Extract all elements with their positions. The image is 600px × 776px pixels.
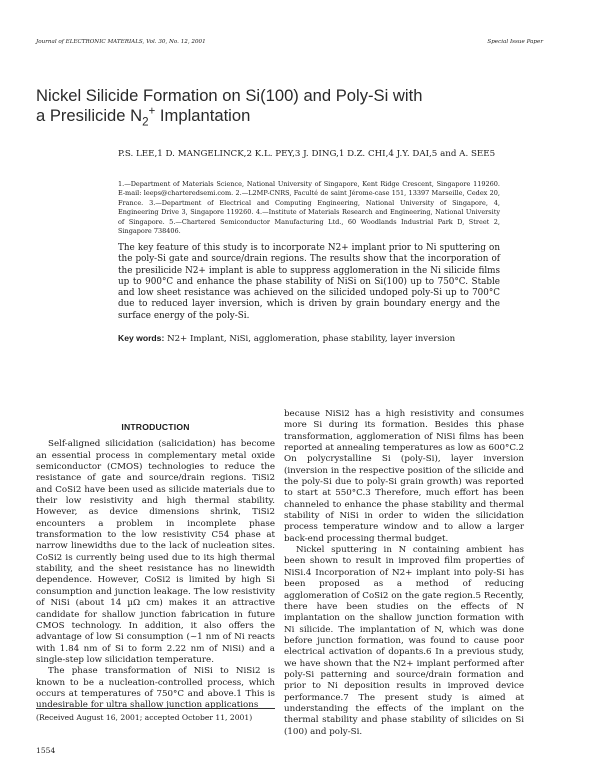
paragraph: because NiSi2 has a high resistivity and consumes more Si during its formation. Besides this phase transformation, agglomeration of NiSi films has been reported at annealing temperatures as low as 600°C.2 On polycrystalline Si (poly-Si), layer inversion (inversion in the respective position of the silicide and the poly-Si due to poly-Si grain growth) was reported to start at 550°C.3 Therefore, much effort has been channeled to enhance the phase stability and thermal stability of NiSi in order to widen the silicidation process temperature window and to allow a larger back-end processing thermal budget. bbox=[284, 409, 524, 544]
section-heading: INTRODUCTION bbox=[121, 422, 190, 432]
paper-title bbox=[36, 86, 556, 129]
page-number: 1554 bbox=[36, 746, 56, 755]
paragraph: Self-aligned silicidation (salicidation) has become an essential process in complementary metal oxide semiconductor (CMOS) technologies to reduce the resistance of gate and source/drain regions. TiSi2 and CoSi2 have been used as silicide materials due to their low resistivity and high thermal stability. However, as device dimensions shrink, TiSi2 encounters a problem in incomplete phase transformation to the low resistivity C54 phase at narrow linewidths due to the lack of nucleation sites. CoSi2 is currently being used due to its high thermal stability, and the sheet resistance has no linewidth dependence. However, CoSi2 is limited by high Si consumption and junction leakage. The low resistivity of NiSi (about 14 µΩ cm) makes it an attractive candidate for shallow junction fabrication in future CMOS technology. In addition, it also offers the advantage of low Si consumption (~1 nm of Ni reacts with 1.84 nm of Si to form 2.22 nm of NiSi) and a single-step low silicidation temperature. bbox=[36, 439, 275, 665]
keywords-text: N2+ Implant, NiSi, agglomeration, phase stability, layer inversion bbox=[167, 334, 456, 344]
paragraph: Nickel sputtering in N containing ambient has been shown to result in improved film properties of NiSi.4 Incorporation of N2+ implant into poly-Si has been proposed as a method of reducing agglomeration of CoSi2 on the gate region.5 Recently, there have been studies on the effects of N implantation on the shallow junction formation with Ni silicide. The implantation of N, which was done before junction formation, was found to cause poor electrical activation of dopants.6 In a previous study, we have shown that the N2+ implant performed after poly-Si patterning and source/drain formation and prior to Ni deposition results in improved device performance.7 The present study is aimed at understanding the effects of the implant on the thermal stability and phase stability of silicides on Si (100) and poly-Si. bbox=[284, 545, 524, 737]
journal-header: Journal of ELECTRONIC MATERIALS, Vol. 30, No. 12, 2001 bbox=[36, 39, 206, 45]
title-subscript: 2 bbox=[142, 115, 149, 129]
column-left bbox=[36, 422, 275, 712]
keywords bbox=[118, 333, 500, 344]
title-line-2-end: Implantation bbox=[155, 106, 251, 125]
title-superscript: + bbox=[148, 104, 156, 118]
footnote-divider bbox=[36, 708, 275, 709]
section-label: Special Issue Paper bbox=[487, 39, 543, 45]
column-right bbox=[284, 409, 524, 738]
title-line-2: a Presilicide N bbox=[36, 106, 143, 125]
title-line-1: Nickel Silicide Formation on Si(100) and Poly-Si with bbox=[36, 86, 423, 105]
author-list: P.S. LEE,1 D. MANGELINCK,2 K.L. PEY,3 J. DING,1 D.Z. CHI,4 J.Y. DAI,5 and A. SEE5 bbox=[118, 149, 496, 159]
abstract: The key feature of this study is to incorporate N2+ implant prior to Ni sputtering on the poly-Si gate and source/drain regions. The results show that the incorporation of the presilicide N2+ implant is able to suppress agglomeration in the Ni silicide films up to 900°C and enhance the phase stability of NiSi on Si(100) up to 750°C. Stable and low sheet resistance was achieved on the silicided undoped poly-Si up to 700°C due to reduced layer inversion, which is driven by grain boundary energy and the surface energy of the poly-Si. bbox=[118, 243, 500, 321]
affiliations: 1.—Department of Materials Science, National University of Singapore, Kent Ridge Crescent, Singapore 119260. E-mail: leeps@charteredsemi.com. 2.—L2MP-CNRS, Faculté de saint Jérome-case 151, 13397 Marseille, Cedex 20, France. 3.—Department of Electrical and Computing Engineering, National University of Singapore, 4, Engineering Drive 3, Singapore 119260. 4.—Institute of Materials Research and Engineering, National University of Singapore. 5.—Chartered Semiconductor Manufacturing Ltd., 60 Woodlands Industrial Park D, Street 2, Singapore 738406. bbox=[118, 180, 500, 236]
keywords-label: Key words: bbox=[118, 333, 165, 343]
paragraph: The phase transformation of NiSi to NiSi2 is known to be a nucleation-controlled process, which occurs at temperatures of 750°C and above.1 This is undesirable for ultra shallow junction applications bbox=[36, 666, 275, 711]
received-date: (Received August 16, 2001; accepted October 11, 2001) bbox=[36, 713, 253, 722]
